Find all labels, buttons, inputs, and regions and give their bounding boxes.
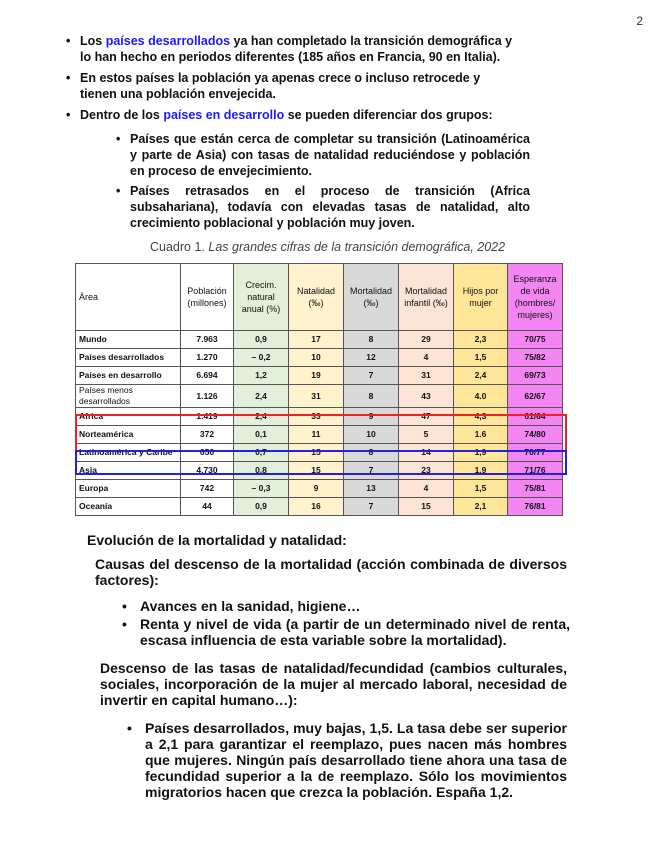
table-cell: – 0,2 [234, 349, 289, 367]
table-cell: 4 [399, 349, 454, 367]
table-row [76, 408, 563, 426]
table-cell: 10 [289, 349, 344, 367]
table-cell: 61/64 [508, 408, 563, 426]
table-cell: 29 [399, 331, 454, 349]
row-label: Europa [76, 480, 181, 498]
sub-bullet-2: • Países retrasados en el proceso de transición (Africa subsahariana), todavía con elevadas tasas de natalidad, alto crecimiento poblacional y población muy joven. [116, 184, 530, 230]
table-cell: 8 [344, 385, 399, 408]
column-header: Área [76, 264, 181, 331]
highlight-developed: países desarrollados [105, 34, 231, 48]
table-cell: 5 [399, 426, 454, 444]
table-cell: 69/73 [508, 367, 563, 385]
table-cell: 0,1 [234, 426, 289, 444]
row-label: Mundo [76, 331, 181, 349]
highlight-developing: países en desarrollo [163, 108, 285, 122]
table-cell: 15 [399, 498, 454, 516]
table-row [76, 367, 563, 385]
table-cell: 74/80 [508, 426, 563, 444]
table-cell: 1,9 [454, 462, 508, 480]
table-cell: 1,5 [454, 349, 508, 367]
table-cell: 372 [181, 426, 234, 444]
table-row [76, 349, 563, 367]
demographic-table [75, 263, 563, 516]
table-wrapper [75, 263, 567, 516]
table-cell: 16 [289, 498, 344, 516]
row-label: Africa [76, 408, 181, 426]
table-cell: 15 [289, 462, 344, 480]
page-number: 2 [636, 14, 643, 28]
table-cell: 2,4 [234, 408, 289, 426]
column-header: Esperanza de vida (hombres/ mujeres) [508, 264, 563, 331]
table-cell: 1.270 [181, 349, 234, 367]
natality-heading: Descenso de las tasas de natalidad/fecundidad (cambios culturales, sociales, incorporación de la mujer al mercado laboral, necesidad de invertir en capital humano…): [100, 660, 567, 708]
column-header: Población (millones) [181, 264, 234, 331]
table-cell: 19 [289, 367, 344, 385]
table-row [76, 331, 563, 349]
table-cell: 33 [289, 408, 344, 426]
table-cell: 656 [181, 444, 234, 462]
table-cell: 44 [181, 498, 234, 516]
table-cell: 47 [399, 408, 454, 426]
table-cell: 62/67 [508, 385, 563, 408]
sub-bullet-1: • Países que están cerca de completar su transición (Latinoamérica y parte de Asia) con tasas de natalidad reduciéndose y población en proceso de envejecimiento. [116, 132, 530, 178]
row-label: Asia [76, 462, 181, 480]
table-cell: 10 [344, 426, 399, 444]
column-header: Mortalidad (‰) [344, 264, 399, 331]
table-cell: 4 [399, 480, 454, 498]
table-cell: 71/76 [508, 462, 563, 480]
table-cell: 17 [289, 331, 344, 349]
table-cell: 6.694 [181, 367, 234, 385]
table-cell: 4,3 [454, 408, 508, 426]
table-cell: 7 [344, 367, 399, 385]
table-cell: 0,9 [234, 498, 289, 516]
mortality-heading: Causas del descenso de la mortalidad (acción combinada de diversos factores): [95, 556, 567, 588]
table-row [76, 462, 563, 480]
table-cell: 742 [181, 480, 234, 498]
natality-item-1: • Países desarrollados, muy bajas, 1,5. La tasa debe ser superior a 2,1 para garantizar el reemplazo, pues nacen más hombres que mujeres. Ningún país desarrollado tiene ahora una tasa de fecundidad superior a la de reemplazo. Sólo los movimientos migratorios hacen que crezca la población. España 1,2. [127, 720, 567, 800]
table-cell: 9 [289, 480, 344, 498]
table-cell: 1.419 [181, 408, 234, 426]
table-cell: 2,3 [454, 331, 508, 349]
table-cell: 11 [289, 426, 344, 444]
row-label: Oceanía [76, 498, 181, 516]
bullet-population: • En estos países la población ya apenas crece o incluso retrocede y tienen una población envejecida. [66, 71, 481, 101]
table-cell: 0,9 [234, 331, 289, 349]
table-cell: 2,4 [234, 385, 289, 408]
mortality-item-1: • Avances en la sanidad, higiene… [122, 598, 361, 614]
table-cell: 2,1 [454, 498, 508, 516]
table-row [76, 498, 563, 516]
table-cell: 75/81 [508, 480, 563, 498]
table-cell: 7 [344, 462, 399, 480]
table-cell: 76/81 [508, 498, 563, 516]
table-cell: 31 [399, 367, 454, 385]
table-row [76, 385, 563, 408]
table-cell: 1.6 [454, 426, 508, 444]
row-label: Países menos desarrollados [76, 385, 181, 408]
table-cell: 8 [344, 444, 399, 462]
table-cell: 1,2 [234, 367, 289, 385]
column-header: Crecim. natural anual (%) [234, 264, 289, 331]
table-cell: 1,9 [454, 444, 508, 462]
table-row [76, 426, 563, 444]
column-header: Natalidad (‰) [289, 264, 344, 331]
table-cell: 4.0 [454, 385, 508, 408]
table-cell: 14 [399, 444, 454, 462]
table-cell: 0,8 [234, 462, 289, 480]
section-title: Evolución de la mortalidad y natalidad: [87, 532, 347, 548]
table-cell: 13 [344, 480, 399, 498]
table-cell: 1.126 [181, 385, 234, 408]
table-cell: 31 [289, 385, 344, 408]
table-row [76, 480, 563, 498]
table-cell: 0,7 [234, 444, 289, 462]
table-cell: 23 [399, 462, 454, 480]
table-cell: 4.730 [181, 462, 234, 480]
table-cell: 7 [344, 498, 399, 516]
bullet-developing: • Dentro de los países en desarrollo se pueden diferenciar dos grupos: [66, 108, 493, 122]
table-cell: 9 [344, 408, 399, 426]
table-cell: – 0,3 [234, 480, 289, 498]
row-label: Países desarrollados [76, 349, 181, 367]
table-cell: 8 [344, 331, 399, 349]
row-label: Países en desarrollo [76, 367, 181, 385]
table-cell: 12 [344, 349, 399, 367]
table-cell: 2,4 [454, 367, 508, 385]
column-header: Mortalidad infantil (‰) [399, 264, 454, 331]
table-cell: 70/75 [508, 331, 563, 349]
table-cell: 7.963 [181, 331, 234, 349]
row-label: Norteamérica [76, 426, 181, 444]
table-cell: 75/82 [508, 349, 563, 367]
table-cell: 43 [399, 385, 454, 408]
mortality-item-2: • Renta y nivel de vida (a partir de un determinado nivel de renta, escasa influencia de esta variable sobre la mortalidad). [122, 616, 570, 648]
row-label: Latinoamérica y Caribe [76, 444, 181, 462]
table-cell: 70/77 [508, 444, 563, 462]
column-header: Hijos por mujer [454, 264, 508, 331]
bullet-developed: • Los países desarrollados ya han completado la transición demográfica y lo han hecho en periodos diferentes (185 años en Francia, 90 en Italia). [66, 34, 513, 64]
table-cell: 15 [289, 444, 344, 462]
table-row [76, 444, 563, 462]
table-caption: Cuadro 1. Las grandes cifras de la transición demográfica, 2022 [150, 240, 506, 254]
table-cell: 1,5 [454, 480, 508, 498]
